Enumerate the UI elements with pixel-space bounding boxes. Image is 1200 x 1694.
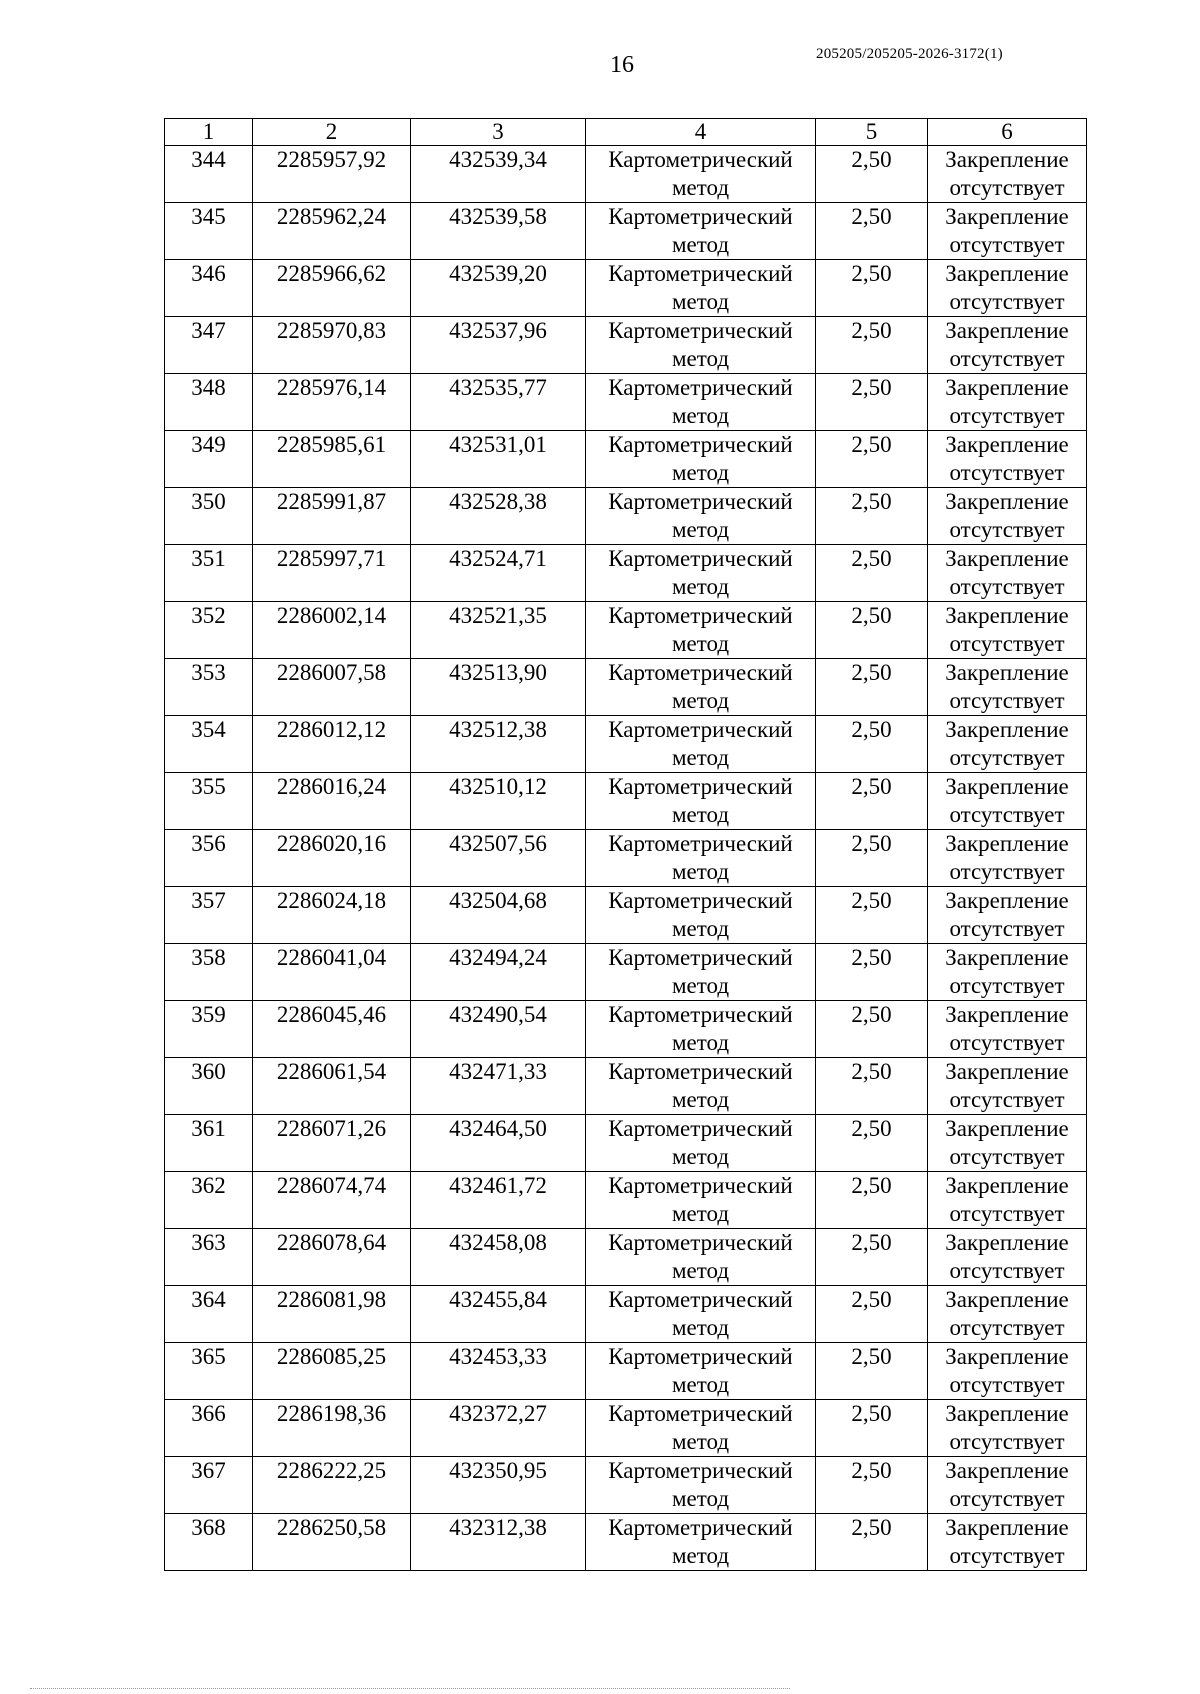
accuracy-cell: 2,50 xyxy=(816,1115,928,1172)
x-coordinate-cell: 2286085,25 xyxy=(253,1343,411,1400)
y-coordinate-cell: 432512,38 xyxy=(411,716,586,773)
method-cell: Картометрический метод xyxy=(586,1229,816,1286)
method-cell: Картометрический метод xyxy=(586,944,816,1001)
table-row xyxy=(165,431,1087,488)
fixing-cell: Закрепление отсутствует xyxy=(928,1514,1087,1571)
x-coordinate-cell: 2285966,62 xyxy=(253,260,411,317)
fixing-cell: Закрепление отсутствует xyxy=(928,1058,1087,1115)
fixing-cell: Закрепление отсутствует xyxy=(928,944,1087,1001)
x-coordinate-cell: 2286041,04 xyxy=(253,944,411,1001)
method-cell: Картометрический метод xyxy=(586,374,816,431)
fixing-cell: Закрепление отсутствует xyxy=(928,887,1087,944)
method-cell: Картометрический метод xyxy=(586,203,816,260)
fixing-cell: Закрепление отсутствует xyxy=(928,1115,1087,1172)
method-cell: Картометрический метод xyxy=(586,773,816,830)
accuracy-cell: 2,50 xyxy=(816,545,928,602)
fixing-cell: Закрепление отсутствует xyxy=(928,203,1087,260)
accuracy-cell: 2,50 xyxy=(816,887,928,944)
fixing-cell: Закрепление отсутствует xyxy=(928,374,1087,431)
point-number-cell: 360 xyxy=(165,1058,253,1115)
y-coordinate-cell: 432453,33 xyxy=(411,1343,586,1400)
accuracy-cell: 2,50 xyxy=(816,488,928,545)
method-cell: Картометрический метод xyxy=(586,1001,816,1058)
method-cell: Картометрический метод xyxy=(586,1172,816,1229)
method-cell: Картометрический метод xyxy=(586,887,816,944)
y-coordinate-cell: 432455,84 xyxy=(411,1286,586,1343)
accuracy-cell: 2,50 xyxy=(816,260,928,317)
x-coordinate-cell: 2285991,87 xyxy=(253,488,411,545)
table-row xyxy=(165,545,1087,602)
y-coordinate-cell: 432350,95 xyxy=(411,1457,586,1514)
table-row xyxy=(165,203,1087,260)
point-number-cell: 363 xyxy=(165,1229,253,1286)
table-row xyxy=(165,716,1087,773)
fixing-cell: Закрепление отсутствует xyxy=(928,1001,1087,1058)
method-cell: Картометрический метод xyxy=(586,1343,816,1400)
method-cell: Картометрический метод xyxy=(586,1457,816,1514)
table-row xyxy=(165,374,1087,431)
table-row xyxy=(165,1286,1087,1343)
point-number-cell: 362 xyxy=(165,1172,253,1229)
document-id: 205205/205205-2026-3172(1) xyxy=(816,46,1003,62)
y-coordinate-cell: 432494,24 xyxy=(411,944,586,1001)
point-number-cell: 366 xyxy=(165,1400,253,1457)
table-row xyxy=(165,1457,1087,1514)
x-coordinate-cell: 2286002,14 xyxy=(253,602,411,659)
method-cell: Картометрический метод xyxy=(586,716,816,773)
fixing-cell: Закрепление отсутствует xyxy=(928,659,1087,716)
x-coordinate-cell: 2286012,12 xyxy=(253,716,411,773)
method-cell: Картометрический метод xyxy=(586,146,816,203)
table-row xyxy=(165,1514,1087,1571)
header-cell-6: 6 xyxy=(928,119,1087,146)
method-cell: Картометрический метод xyxy=(586,431,816,488)
y-coordinate-cell: 432458,08 xyxy=(411,1229,586,1286)
accuracy-cell: 2,50 xyxy=(816,659,928,716)
table-row xyxy=(165,317,1087,374)
fixing-cell: Закрепление отсутствует xyxy=(928,1400,1087,1457)
accuracy-cell: 2,50 xyxy=(816,203,928,260)
y-coordinate-cell: 432312,38 xyxy=(411,1514,586,1571)
table-row xyxy=(165,1229,1087,1286)
y-coordinate-cell: 432510,12 xyxy=(411,773,586,830)
x-coordinate-cell: 2286016,24 xyxy=(253,773,411,830)
x-coordinate-cell: 2285957,92 xyxy=(253,146,411,203)
point-number-cell: 361 xyxy=(165,1115,253,1172)
point-number-cell: 352 xyxy=(165,602,253,659)
x-coordinate-cell: 2286007,58 xyxy=(253,659,411,716)
accuracy-cell: 2,50 xyxy=(816,146,928,203)
y-coordinate-cell: 432464,50 xyxy=(411,1115,586,1172)
table-row xyxy=(165,1115,1087,1172)
y-coordinate-cell: 432461,72 xyxy=(411,1172,586,1229)
y-coordinate-cell: 432528,38 xyxy=(411,488,586,545)
table-row xyxy=(165,1343,1087,1400)
x-coordinate-cell: 2286045,46 xyxy=(253,1001,411,1058)
y-coordinate-cell: 432531,01 xyxy=(411,431,586,488)
method-cell: Картометрический метод xyxy=(586,260,816,317)
x-coordinate-cell: 2285976,14 xyxy=(253,374,411,431)
method-cell: Картометрический метод xyxy=(586,545,816,602)
x-coordinate-cell: 2285962,24 xyxy=(253,203,411,260)
point-number-cell: 365 xyxy=(165,1343,253,1400)
accuracy-cell: 2,50 xyxy=(816,1058,928,1115)
point-number-cell: 345 xyxy=(165,203,253,260)
accuracy-cell: 2,50 xyxy=(816,431,928,488)
fixing-cell: Закрепление отсутствует xyxy=(928,1457,1087,1514)
accuracy-cell: 2,50 xyxy=(816,773,928,830)
accuracy-cell: 2,50 xyxy=(816,1514,928,1571)
point-number-cell: 347 xyxy=(165,317,253,374)
fixing-cell: Закрепление отсутствует xyxy=(928,431,1087,488)
accuracy-cell: 2,50 xyxy=(816,830,928,887)
table-header xyxy=(165,119,1087,146)
x-coordinate-cell: 2286222,25 xyxy=(253,1457,411,1514)
point-number-cell: 346 xyxy=(165,260,253,317)
method-cell: Картометрический метод xyxy=(586,1115,816,1172)
y-coordinate-cell: 432539,58 xyxy=(411,203,586,260)
header-row xyxy=(165,119,1087,146)
fixing-cell: Закрепление отсутствует xyxy=(928,1229,1087,1286)
x-coordinate-cell: 2285970,83 xyxy=(253,317,411,374)
method-cell: Картометрический метод xyxy=(586,488,816,545)
point-number-cell: 356 xyxy=(165,830,253,887)
y-coordinate-cell: 432535,77 xyxy=(411,374,586,431)
point-number-cell: 353 xyxy=(165,659,253,716)
fixing-cell: Закрепление отсутствует xyxy=(928,1286,1087,1343)
table-row xyxy=(165,260,1087,317)
page-number: 16 xyxy=(610,52,634,78)
x-coordinate-cell: 2286074,74 xyxy=(253,1172,411,1229)
header-cell-3: 3 xyxy=(411,119,586,146)
accuracy-cell: 2,50 xyxy=(816,1286,928,1343)
header-cell-1: 1 xyxy=(165,119,253,146)
accuracy-cell: 2,50 xyxy=(816,602,928,659)
point-number-cell: 354 xyxy=(165,716,253,773)
point-number-cell: 359 xyxy=(165,1001,253,1058)
fixing-cell: Закрепление отсутствует xyxy=(928,773,1087,830)
point-number-cell: 348 xyxy=(165,374,253,431)
point-number-cell: 364 xyxy=(165,1286,253,1343)
x-coordinate-cell: 2286250,58 xyxy=(253,1514,411,1571)
y-coordinate-cell: 432513,90 xyxy=(411,659,586,716)
x-coordinate-cell: 2286078,64 xyxy=(253,1229,411,1286)
accuracy-cell: 2,50 xyxy=(816,944,928,1001)
scan-edge-line xyxy=(30,1688,790,1689)
accuracy-cell: 2,50 xyxy=(816,1343,928,1400)
fixing-cell: Закрепление отсутствует xyxy=(928,317,1087,374)
y-coordinate-cell: 432507,56 xyxy=(411,830,586,887)
table-row xyxy=(165,944,1087,1001)
table-row xyxy=(165,1001,1087,1058)
point-number-cell: 355 xyxy=(165,773,253,830)
accuracy-cell: 2,50 xyxy=(816,374,928,431)
method-cell: Картометрический метод xyxy=(586,659,816,716)
fixing-cell: Закрепление отсутствует xyxy=(928,1172,1087,1229)
fixing-cell: Закрепление отсутствует xyxy=(928,602,1087,659)
coordinates-table xyxy=(164,118,1087,1571)
x-coordinate-cell: 2286081,98 xyxy=(253,1286,411,1343)
table-row xyxy=(165,488,1087,545)
x-coordinate-cell: 2286020,16 xyxy=(253,830,411,887)
fixing-cell: Закрепление отсутствует xyxy=(928,1343,1087,1400)
y-coordinate-cell: 432539,34 xyxy=(411,146,586,203)
table-row xyxy=(165,830,1087,887)
method-cell: Картометрический метод xyxy=(586,1058,816,1115)
fixing-cell: Закрепление отсутствует xyxy=(928,488,1087,545)
y-coordinate-cell: 432471,33 xyxy=(411,1058,586,1115)
header-cell-2: 2 xyxy=(253,119,411,146)
method-cell: Картометрический метод xyxy=(586,602,816,659)
y-coordinate-cell: 432539,20 xyxy=(411,260,586,317)
point-number-cell: 368 xyxy=(165,1514,253,1571)
y-coordinate-cell: 432537,96 xyxy=(411,317,586,374)
point-number-cell: 358 xyxy=(165,944,253,1001)
table-row xyxy=(165,146,1087,203)
point-number-cell: 357 xyxy=(165,887,253,944)
fixing-cell: Закрепление отсутствует xyxy=(928,146,1087,203)
table-row xyxy=(165,1058,1087,1115)
method-cell: Картометрический метод xyxy=(586,830,816,887)
accuracy-cell: 2,50 xyxy=(816,1229,928,1286)
x-coordinate-cell: 2286024,18 xyxy=(253,887,411,944)
point-number-cell: 350 xyxy=(165,488,253,545)
method-cell: Картометрический метод xyxy=(586,317,816,374)
fixing-cell: Закрепление отсутствует xyxy=(928,260,1087,317)
x-coordinate-cell: 2286071,26 xyxy=(253,1115,411,1172)
fixing-cell: Закрепление отсутствует xyxy=(928,716,1087,773)
table-row xyxy=(165,1400,1087,1457)
y-coordinate-cell: 432504,68 xyxy=(411,887,586,944)
point-number-cell: 367 xyxy=(165,1457,253,1514)
method-cell: Картометрический метод xyxy=(586,1514,816,1571)
y-coordinate-cell: 432372,27 xyxy=(411,1400,586,1457)
y-coordinate-cell: 432524,71 xyxy=(411,545,586,602)
table-row xyxy=(165,602,1087,659)
x-coordinate-cell: 2285997,71 xyxy=(253,545,411,602)
header-cell-4: 4 xyxy=(586,119,816,146)
accuracy-cell: 2,50 xyxy=(816,1172,928,1229)
y-coordinate-cell: 432490,54 xyxy=(411,1001,586,1058)
table-row xyxy=(165,887,1087,944)
accuracy-cell: 2,50 xyxy=(816,716,928,773)
fixing-cell: Закрепление отсутствует xyxy=(928,830,1087,887)
point-number-cell: 344 xyxy=(165,146,253,203)
point-number-cell: 349 xyxy=(165,431,253,488)
y-coordinate-cell: 432521,35 xyxy=(411,602,586,659)
x-coordinate-cell: 2285985,61 xyxy=(253,431,411,488)
x-coordinate-cell: 2286061,54 xyxy=(253,1058,411,1115)
fixing-cell: Закрепление отсутствует xyxy=(928,545,1087,602)
table-body xyxy=(165,146,1087,1571)
x-coordinate-cell: 2286198,36 xyxy=(253,1400,411,1457)
header-cell-5: 5 xyxy=(816,119,928,146)
table-row xyxy=(165,659,1087,716)
method-cell: Картометрический метод xyxy=(586,1286,816,1343)
table-row xyxy=(165,1172,1087,1229)
table-row xyxy=(165,773,1087,830)
accuracy-cell: 2,50 xyxy=(816,1457,928,1514)
accuracy-cell: 2,50 xyxy=(816,1001,928,1058)
point-number-cell: 351 xyxy=(165,545,253,602)
accuracy-cell: 2,50 xyxy=(816,317,928,374)
accuracy-cell: 2,50 xyxy=(816,1400,928,1457)
method-cell: Картометрический метод xyxy=(586,1400,816,1457)
